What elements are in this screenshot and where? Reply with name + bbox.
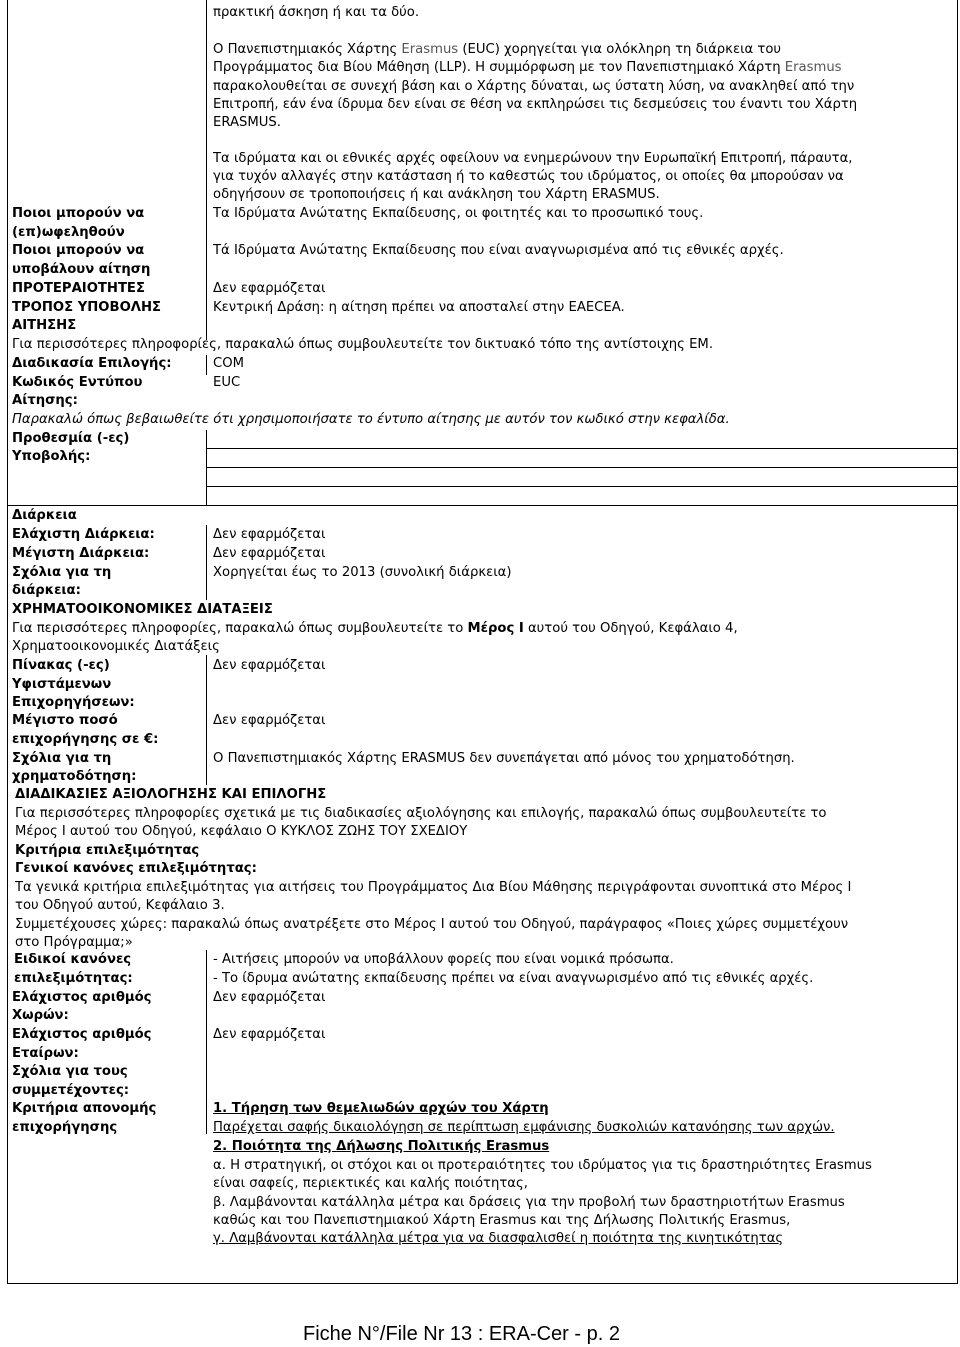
min-duration-value: Δεν εφαρμόζεται (213, 527, 326, 542)
finance-info: Χρηματοοικονομικές Διατάξεις (12, 639, 220, 654)
min-countries-value: Δεν εφαρμόζεται (213, 990, 326, 1005)
max-grant-label: επιχορήγησης σε €: (12, 732, 159, 747)
text-run: Προγράμματος δια Βίου Μάθηση (LLP). Η συμμόρφωση με τον Πανεπιστημιακό Χάρτη (213, 60, 785, 75)
column-divider (206, 525, 207, 600)
column-divider (206, 0, 207, 340)
deadline-row-line (8, 505, 958, 506)
form-code-note: Παρακαλώ όπως βεβαιωθείτε ότι χρησιμοποιήσατε το έντυπο αίτησης με αυτόν τον κωδικό στην κεφαλίδα. (12, 412, 730, 427)
participants-comments-label: συμμετέχοντες: (12, 1083, 130, 1098)
priorities-label: ΠΡΟΤΕΡΑΙΟΤΗΤΕΣ (12, 281, 145, 296)
applicants-label: Ποιοι μπορούν να (12, 243, 145, 258)
page-footer: Fiche N°/File Nr 13 : ERA-Cer - p. 2 (303, 1323, 620, 1345)
special-rules-item: - Το ίδρυμα ανώτατης εκπαίδευσης πρέπει να είναι αναγνωρισμένο από τις εθνικές αρχές. (213, 971, 814, 986)
text-run: Δήλωσης Πολιτικής Erasmus (336, 1139, 550, 1154)
finance-heading: ΧΡΗΜΑΤΟΟΙΚΟΝΟΜΙΚΕΣ ΔΙΑΤΑΞΕΙΣ (12, 602, 273, 617)
submission-label: ΤΡΟΠΟΣ ΥΠΟΒΟΛΗΣ (12, 300, 162, 315)
column-divider (206, 355, 207, 375)
eligibility-heading: Κριτήρια επιλεξιμότητας (15, 843, 200, 858)
text-line: για τυχόν αλλαγές στην κατάσταση ή το καθεστώς του ιδρύματος, οι οποίες θα μπορούσαν να (213, 169, 844, 184)
award-criteria-label: επιχορήγησης (12, 1120, 118, 1135)
max-duration-value: Δεν εφαρμόζεται (213, 546, 326, 561)
beneficiaries-label: (επ)ωφεληθούν (12, 225, 125, 240)
general-rules-text: του Οδηγού αυτού, Κεφάλαιο 3. (15, 898, 225, 913)
award-criterion-text: β. Λαμβάνονται κατάλληλα μέτρα και δράσεις για την προβολή των δραστηριοτήτων Erasmus (213, 1195, 845, 1210)
min-partners-value: Δεν εφαρμόζεται (213, 1027, 326, 1042)
text-line: παρακολουθείται σε συνεχή βάση και ο Χάρτης δύναται, ως ύστατη λύση, να ανακληθεί από την (213, 79, 855, 94)
more-info-text: Για περισσότερες πληροφορίες, παρακαλώ όπως συμβουλευτείτε τον δικτυακό τόπο της αντίστοιχης ΕΜ. (12, 337, 714, 352)
finance-comments-value: Ο Πανεπιστημιακός Χάρτης ERASMUS δεν συνεπάγεται από μόνος του χρηματοδότηση. (213, 751, 795, 766)
column-divider (206, 655, 207, 785)
duration-heading: Διάρκεια (12, 508, 77, 523)
special-rules-label: Ειδικοί κανόνες (14, 952, 132, 967)
beneficiaries-label: Ποιοι μπορούν να (12, 206, 145, 221)
applicants-value: Τά Ιδρύματα Ανώτατης Εκπαίδευσης που είναι αναγνωρισμένα από τις εθνικές αρχές. (213, 243, 784, 258)
form-code-label: Αίτησης: (12, 393, 78, 408)
special-rules-item: - Αιτήσεις μπορούν να υποβάλλουν φορείς που είναι νομικά πρόσωπα. (213, 952, 674, 967)
deadline-row-line (206, 486, 958, 487)
duration-comments-value: Χορηγείται έως το 2013 (συνολική διάρκεια) (213, 565, 512, 580)
duration-comments-label: Σχόλια για τη (12, 565, 112, 580)
text-run: Erasmus (401, 42, 459, 57)
text-run: Μέρος Ι (467, 621, 524, 636)
min-partners-label: Εταίρων: (12, 1046, 79, 1061)
deadline-label: Υποβολής: (12, 449, 91, 464)
text-run: αυτού του Οδηγού, Κεφάλαιο 4, (523, 621, 738, 636)
text-run: 2. Ποιότητα της (213, 1139, 337, 1154)
form-code-value: EUC (213, 375, 241, 390)
grant-table-label: Υφιστάμενων (12, 677, 112, 692)
evaluation-heading: ΔΙΑΔΙΚΑΣΙΕΣ ΑΞΙΟΛΟΓΗΣΗΣ ΚΑΙ ΕΠΙΛΟΓΗΣ (15, 787, 327, 802)
beneficiaries-value: Τα Ιδρύματα Ανώτατης Εκπαίδευσης, οι φοιτητές και το προσωπικό τους. (213, 206, 704, 221)
evaluation-info: Για περισσότερες πληροφορίες σχετικά με τις διαδικασίες αξιολόγησης και επιλογής, παρακαλώ όπως συμβουλευτείτε το (15, 806, 827, 821)
max-grant-value: Δεν εφαρμόζεται (213, 713, 326, 728)
selection-label: Διαδικασία Επιλογής: (12, 356, 172, 371)
evaluation-info: Μέρος Ι αυτού του Οδηγού, κεφάλαιο Ο ΚΥΚΛΟΣ ΖΩΗΣ ΤΟΥ ΣΧΕΔΙΟΥ (15, 824, 468, 839)
text-run: Ο Πανεπιστημιακός Χάρτης (213, 42, 402, 57)
column-divider (206, 950, 207, 1134)
deadline-row-line (206, 467, 958, 468)
deadline-row-line (206, 448, 958, 449)
award-criterion-text: Παρέχεται σαφής δικαιολόγηση σε περίπτωση εμφάνισης δυσκολιών κατανόησης των αρχών. (213, 1120, 835, 1135)
text-run: Erasmus (784, 60, 842, 75)
participants-comments-label: Σχόλια για τους (12, 1064, 128, 1079)
award-criterion-text: α. Η στρατηγική, οι στόχοι και οι προτεραιότητες του ιδρύματος για τις δραστηριότητες Erasmus (213, 1158, 872, 1173)
duration-comments-label: διάρκεια: (12, 583, 81, 598)
euc-paragraph (213, 41, 781, 60)
form-code-label: Κωδικός Εντύπου (12, 375, 143, 390)
max-duration-label: Μέγιστη Διάρκεια: (12, 546, 150, 561)
max-grant-label: Μέγιστο ποσό (12, 713, 118, 728)
submission-label: ΑΙΤΗΣΗΣ (12, 318, 77, 333)
text-run: (EUC) χορηγείται για ολόκληρη τη διάρκεια του (458, 42, 782, 57)
award-criterion-title: 1. Τήρηση των θεμελιωδών αρχών του Χάρτη (213, 1101, 549, 1116)
text-line: Τα ιδρύματα και οι εθνικές αρχές οφείλουν να ενημερώνουν την Ευρωπαϊκή Επιτροπή, πάραυτα, (213, 151, 853, 166)
min-countries-label: Ελάχιστος αριθμός (12, 990, 152, 1005)
min-partners-label: Ελάχιστος αριθμός (12, 1027, 152, 1042)
award-criterion-text: καθώς και του Πανεπιστημιακού Χάρτη Erasmus και της Δήλωσης Πολιτικής Erasmus, (213, 1213, 791, 1228)
grant-table-label: Πίνακας (-ες) (12, 658, 110, 673)
grant-table-value: Δεν εφαρμόζεται (213, 658, 326, 673)
text-line: πρακτική άσκηση ή και τα δύο. (213, 5, 420, 20)
text-line: Επιτροπή, εάν ένα ίδρυμα δεν είναι σε θέση να εκπληρώσει τις δεσμεύσεις του έναντι του Χάρτη (213, 97, 858, 112)
award-criterion-text: είναι σαφείς, περιεκτικές και καλής ποιότητας, (213, 1176, 528, 1191)
grant-table-label: Επιχορηγήσεων: (12, 695, 135, 710)
text-line: ERASMUS. (213, 115, 281, 130)
applicants-label: υποβάλουν αίτηση (12, 262, 151, 277)
priorities-value: Δεν εφαρμόζεται (213, 281, 326, 296)
general-rules-text: Τα γενικά κριτήρια επιλεξιμότητας για αιτήσεις του Προγράμματος Δια Βίου Μάθησης περιγράφονται συνοπτικά στο Μέρος Ι (15, 880, 852, 895)
finance-comments-label: Σχόλια για τη (12, 751, 112, 766)
participating-countries-text: στο Πρόγραμμα;» (15, 935, 133, 950)
min-duration-label: Ελάχιστη Διάρκεια: (12, 527, 155, 542)
selection-value: COM (213, 356, 244, 371)
award-criterion-text: γ. Λαμβάνονται κατάλληλα μέτρα για να διασφαλισθεί η ποιότητα της κινητικότητας (213, 1231, 784, 1246)
award-criterion-title (213, 1138, 549, 1157)
finance-comments-label: χρηματοδότηση: (12, 769, 137, 784)
general-rules-heading: Γενικοί κανόνες επιλεξιμότητας: (15, 861, 257, 876)
special-rules-label: επιλεξιμότητας: (14, 971, 133, 986)
min-countries-label: Χωρών: (12, 1008, 69, 1023)
text-line: οδηγήσουν σε τροποποιήσεις ή και ανάκληση του Χάρτη ERASMUS. (213, 187, 660, 202)
text-line (213, 59, 842, 78)
finance-info (12, 620, 738, 639)
submission-value: Κεντρική Δράση: η αίτηση πρέπει να αποσταλεί στην EAECEA. (213, 300, 625, 315)
deadline-label: Προθεσμία (-ες) (12, 431, 130, 446)
award-criteria-label: Κριτήρια απονομής (12, 1101, 157, 1116)
text-run: Για περισσότερες πληροφορίες, παρακαλώ όπως συμβουλευτείτε το (12, 621, 468, 636)
participating-countries-text: Συμμετέχουσες χώρες: παρακαλώ όπως ανατρέξετε στο Μέρος Ι αυτού του Οδηγού, παράγραφος «Ποιες χώρες συμμετέχουν (15, 917, 849, 932)
